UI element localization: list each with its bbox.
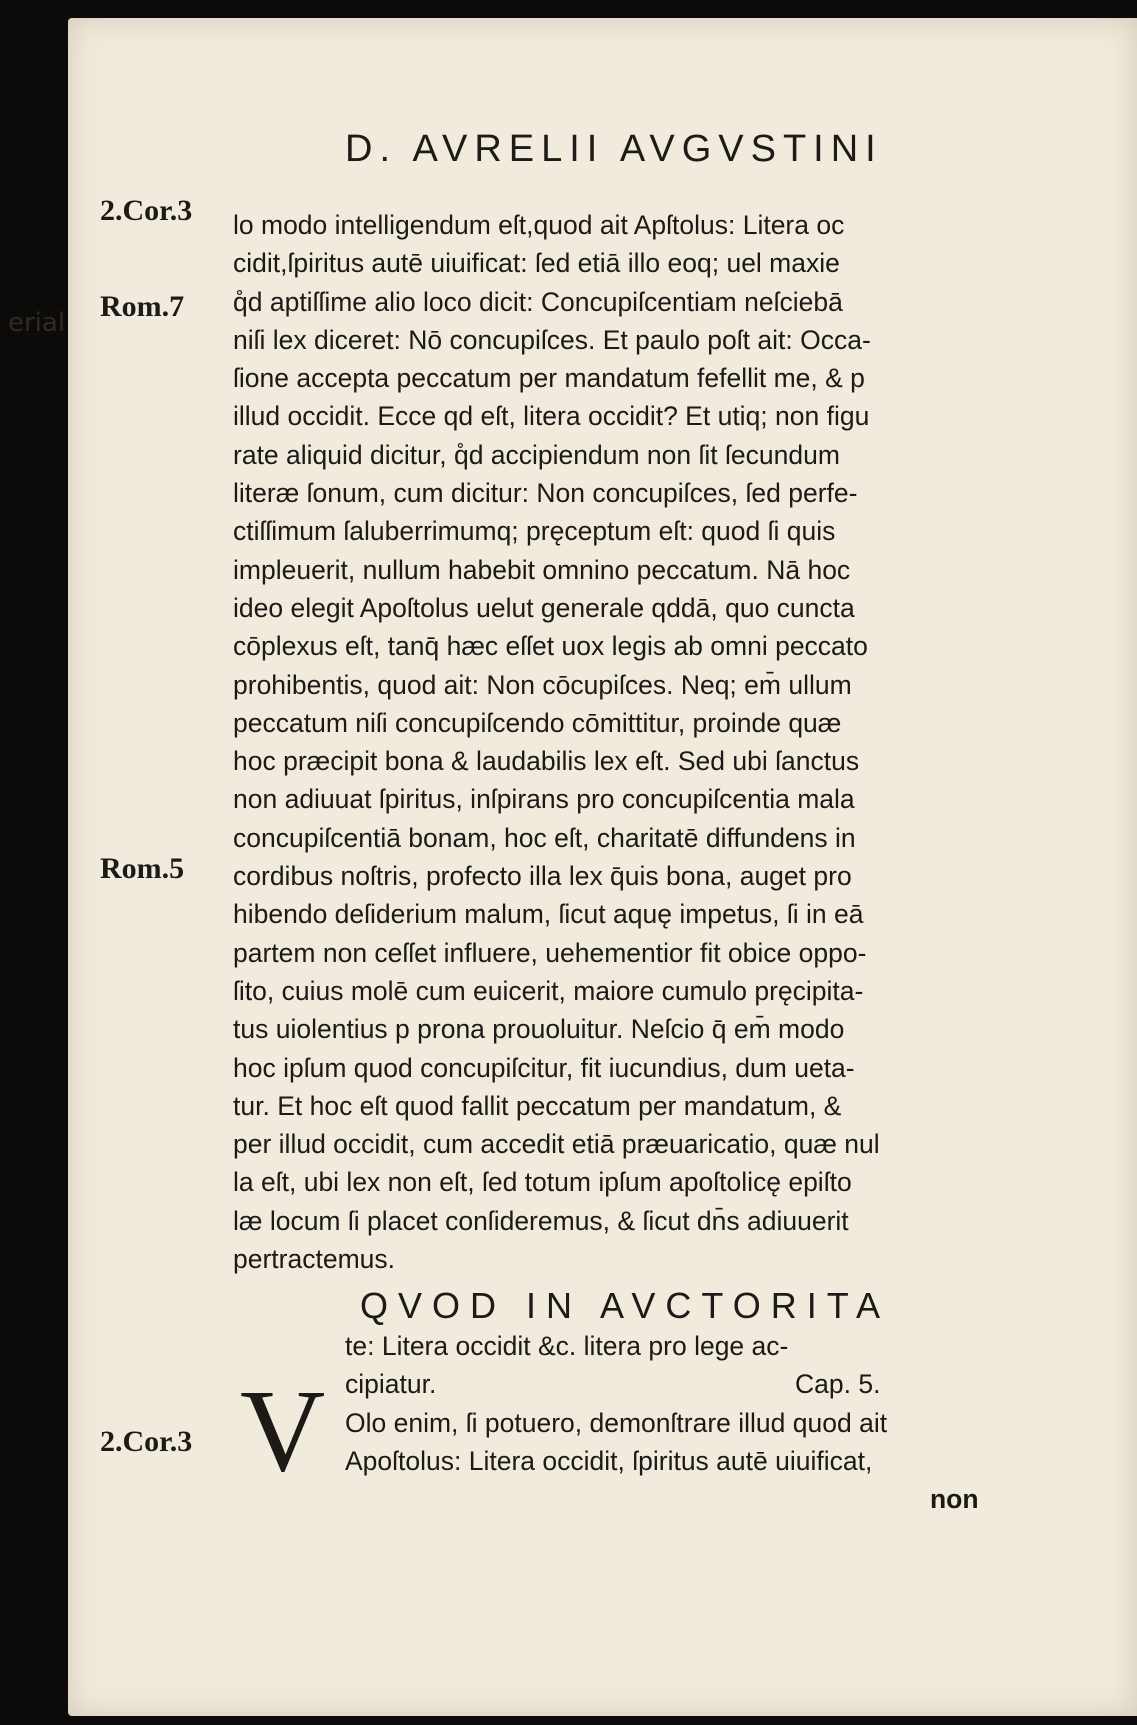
text-line: prohibentis, quod ait: Non cōcupiſces. Neq; em̄ ullum	[233, 669, 852, 700]
margin-note-rom7: Rom.7	[100, 290, 185, 323]
chapter-subtitle-text: cipiatur.	[345, 1369, 437, 1400]
text-line: Olo enim, ſi potuero, demonſtrare illud quod ait	[345, 1408, 888, 1438]
margin-note-2cor3: 2.Cor.3	[100, 194, 193, 227]
text-line: partem non ceſſet influere, uehementior fit obice oppo-	[233, 937, 867, 968]
text-line: hoc ipſum quod concupiſcitur, fit iucundius, dum ueta-	[233, 1052, 855, 1083]
text-line: illud occidit. Ecce qd eſt, litera occidit? Et utiq; non figu	[233, 401, 870, 432]
bleed-text: erial	[8, 308, 66, 338]
chapter-heading: QVOD IN AVCTORITA	[360, 1285, 891, 1326]
text-line: q̊d aptiſſime alio loco dicit: Concupiſcentiam neſciebā	[233, 286, 843, 317]
text-line: ſito, cuius molē cum euicerit, maiore cumulo pręcipita-	[233, 975, 864, 1006]
text-line: ctiſſimum ſaluberrimumq; pręceptum eſt: quod ſi quis	[233, 516, 836, 547]
chapter-subtitle-line: te: Litera occidit &c. litera pro lege ac-	[345, 1331, 789, 1361]
text-line: pertractemus.	[233, 1244, 396, 1275]
text-line: concupiſcentiā bonam, hoc eſt, charitatē diffundens in	[233, 822, 856, 853]
catchword: non	[930, 1484, 979, 1514]
text-line: ſione accepta peccatum per mandatum fefellit me, & p	[233, 363, 865, 394]
text-line: cordibus noſtris, profecto illa lex q̄uis bona, auget pro	[233, 861, 852, 892]
text-line: peccatum niſi concupiſcendo cōmittitur, proinde quæ	[233, 707, 842, 738]
margin-note-rom5: Rom.5	[100, 852, 185, 885]
adjacent-page-bleed	[0, 300, 68, 350]
text-line: læ locum ſi placet conſideremus, & ſicut dn̄s adiuuerit	[233, 1205, 849, 1236]
text-line: non adiuuat ſpiritus, inſpirans pro concupiſcentia mala	[233, 784, 855, 815]
text-line: Apoſtolus: Litera occidit, ſpiritus autē uiuificat,	[345, 1446, 873, 1477]
chapter-subtitle	[345, 1327, 1045, 1404]
text-line: cidit,ſpiritus autē uiuificat: ſed etiā illo eoq; uel maxie	[233, 248, 840, 279]
chapter-number: Cap. 5.	[795, 1369, 881, 1400]
text-line: hibendo deſiderium malum, ſicut aquę impetus, ſi in eā	[233, 899, 864, 930]
chapter-opening-text	[345, 1404, 1045, 1481]
text-line: hoc præcipit bona & laudabilis lex eſt. Sed ubi ſanctus	[233, 746, 860, 777]
text-line: literæ ſonum, cum dicitur: Non concupiſces, ſed perfe-	[233, 478, 858, 509]
text-line: rate aliquid dicitur, q̊d accipiendum non ſit ſecundum	[233, 439, 840, 470]
text-line: tus uiolentius p prona prouoluitur. Neſcio q̄ em̄ modo	[233, 1014, 845, 1045]
text-line: impleuerit, nullum habebit omnino peccatum. Nā hoc	[233, 554, 851, 585]
drop-cap: V	[240, 1365, 326, 1496]
text-line: ideo elegit Apoſtolus uelut generale qddā, quo cuncta	[233, 592, 855, 623]
text-line: niſi lex diceret: Nō concupiſces. Et paulo poſt ait: Occa-	[233, 324, 871, 355]
text-line: cōplexus eſt, tanq̄ hæc eſſet uox legis ab omni peccato	[233, 631, 868, 662]
running-header: D. AVRELII AVGVSTINI	[345, 128, 883, 170]
chapter-subtitle-line	[345, 1365, 1045, 1403]
body-text	[233, 206, 1041, 1278]
text-line: lo modo intelligendum eſt,quod ait Apſtolus: Litera oc	[233, 210, 845, 240]
text-line: tur. Et hoc eſt quod fallit peccatum per mandatum, &	[233, 1090, 842, 1121]
margin-note-2cor3-second: 2.Cor.3	[100, 1425, 193, 1458]
text-line: la eſt, ubi lex non eſt, ſed totum ipſum apoſtolicę epiſto	[233, 1167, 852, 1198]
text-line: per illud occidit, cum accedit etiā præuaricatio, quæ nul	[233, 1129, 880, 1160]
